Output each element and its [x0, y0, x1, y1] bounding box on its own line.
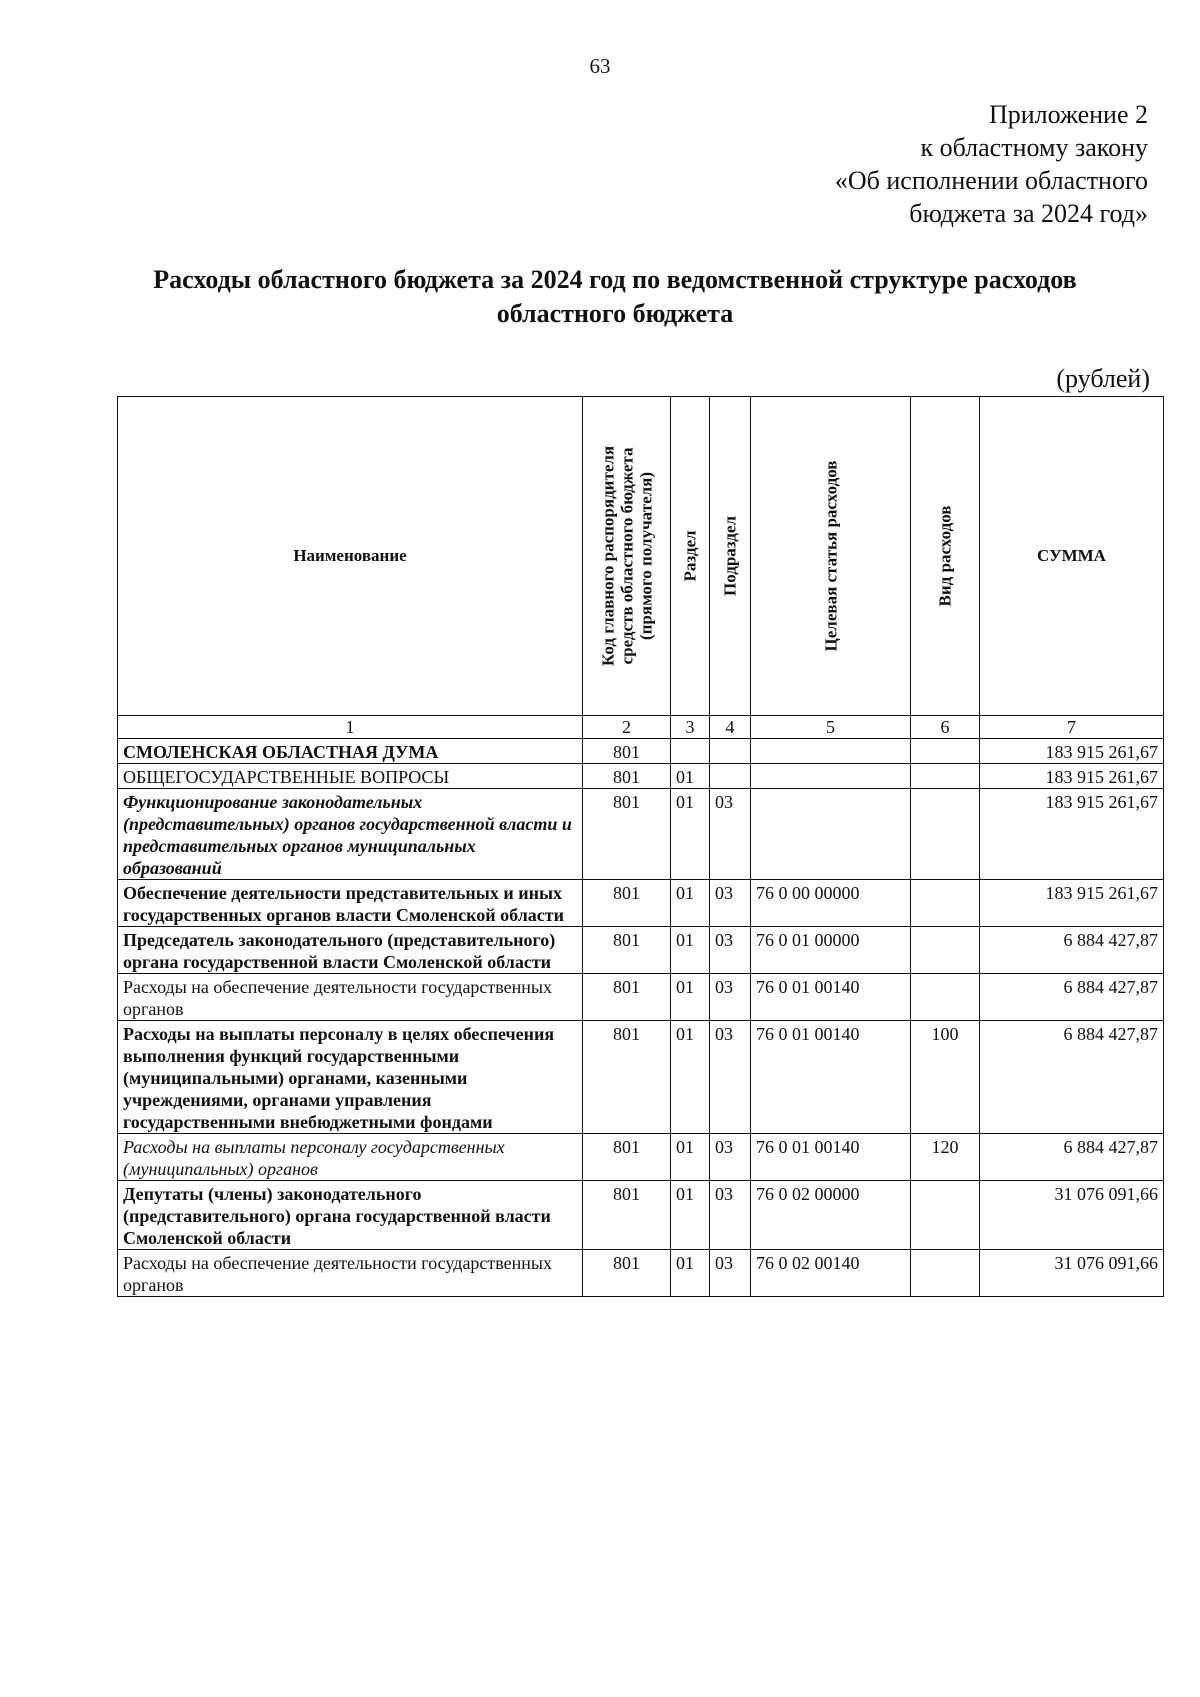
appendix-line: к областному закону	[920, 133, 1148, 162]
row-amount: 6 884 427,87	[980, 1134, 1164, 1181]
row-subsection: 03	[710, 1250, 751, 1297]
header-row	[118, 397, 1164, 716]
row-subsection: 03	[710, 880, 751, 927]
title-line: Расходы областного бюджета за 2024 год по ведомственной структуре расходов	[153, 265, 1077, 294]
row-type	[911, 927, 980, 974]
header-target	[751, 397, 911, 716]
header-amount	[980, 397, 1164, 716]
row-subsection: 03	[710, 1134, 751, 1181]
table-row	[118, 1250, 1164, 1297]
row-target: 76 0 02 00000	[751, 1181, 911, 1250]
table-row	[118, 880, 1164, 927]
header-section-label: Раздел	[680, 530, 700, 582]
row-name: Расходы на обеспечение деятельности государственных органов	[118, 1250, 583, 1297]
header-code-label	[598, 446, 655, 666]
column-number: 6	[911, 716, 980, 739]
row-type	[911, 1250, 980, 1297]
row-section	[671, 739, 710, 764]
row-section: 01	[671, 1134, 710, 1181]
table-row	[118, 764, 1164, 789]
header-subsection	[710, 397, 751, 716]
row-amount: 183 915 261,67	[980, 739, 1164, 764]
column-number-row	[118, 716, 1164, 739]
row-code: 801	[583, 880, 671, 927]
row-section: 01	[671, 764, 710, 789]
row-name: Расходы на выплаты персоналу государственных (муниципальных) органов	[118, 1134, 583, 1181]
row-code: 801	[583, 739, 671, 764]
appendix-line: Приложение 2	[988, 100, 1148, 129]
row-amount: 31 076 091,66	[980, 1181, 1164, 1250]
row-target: 76 0 02 00140	[751, 1250, 911, 1297]
row-code: 801	[583, 1021, 671, 1134]
header-amount-label: СУММА	[1037, 546, 1106, 565]
row-subsection: 03	[710, 789, 751, 880]
appendix-line: «Об исполнении областного	[834, 166, 1148, 195]
row-subsection	[710, 739, 751, 764]
row-amount: 183 915 261,67	[980, 764, 1164, 789]
appendix-line: бюджета за 2024 год»	[909, 199, 1148, 228]
column-number: 1	[118, 716, 583, 739]
row-subsection	[710, 764, 751, 789]
row-section: 01	[671, 1181, 710, 1250]
units-label: (рублей)	[1056, 364, 1150, 393]
row-target: 76 0 01 00140	[751, 1134, 911, 1181]
row-target: 76 0 00 00000	[751, 880, 911, 927]
row-amount: 6 884 427,87	[980, 927, 1164, 974]
table-row	[118, 1134, 1164, 1181]
row-type	[911, 789, 980, 880]
column-number: 7	[980, 716, 1164, 739]
row-target	[751, 789, 911, 880]
header-code-line: средств областного бюджета	[617, 447, 636, 665]
row-name: Расходы на обеспечение деятельности государственных органов	[118, 974, 583, 1021]
row-amount: 6 884 427,87	[980, 974, 1164, 1021]
row-subsection: 03	[710, 1181, 751, 1250]
row-name: Функционирование законодательных (представительных) органов государственной власти и представительных органов муниципальных образований	[118, 789, 583, 880]
budget-table	[117, 396, 1164, 1297]
row-type: 100	[911, 1021, 980, 1134]
column-number: 5	[751, 716, 911, 739]
header-code	[583, 397, 671, 716]
row-type	[911, 764, 980, 789]
row-code: 801	[583, 1134, 671, 1181]
row-amount: 183 915 261,67	[980, 880, 1164, 927]
column-number: 4	[710, 716, 751, 739]
row-code: 801	[583, 764, 671, 789]
row-section: 01	[671, 880, 710, 927]
row-name: Расходы на выплаты персоналу в целях обеспечения выполнения функций государственными (муниципальными) органами, казенными учреждениями, органами управления государственными внебюджетными фондами	[118, 1021, 583, 1134]
row-name: ОБЩЕГОСУДАРСТВЕННЫЕ ВОПРОСЫ	[118, 764, 583, 789]
row-target: 76 0 01 00000	[751, 927, 911, 974]
table-row	[118, 789, 1164, 880]
appendix-note	[728, 98, 1148, 230]
row-section: 01	[671, 927, 710, 974]
column-number: 3	[671, 716, 710, 739]
row-type	[911, 1181, 980, 1250]
row-code: 801	[583, 789, 671, 880]
header-code-line: Код главного распорядителя	[598, 445, 617, 667]
row-section: 01	[671, 789, 710, 880]
row-code: 801	[583, 927, 671, 974]
header-type	[911, 397, 980, 716]
header-subsection-label: Подраздел	[720, 516, 740, 596]
row-name: СМОЛЕНСКАЯ ОБЛАСТНАЯ ДУМА	[118, 739, 583, 764]
row-type	[911, 880, 980, 927]
table-row	[118, 739, 1164, 764]
title-line: областного бюджета	[496, 299, 734, 328]
header-section	[671, 397, 710, 716]
header-type-label: Вид расходов	[935, 505, 955, 607]
document-title	[80, 263, 1150, 331]
row-amount: 183 915 261,67	[980, 789, 1164, 880]
row-name: Обеспечение деятельности представительных и иных государственных органов власти Смоленской области	[118, 880, 583, 927]
row-target	[751, 764, 911, 789]
row-section: 01	[671, 1021, 710, 1134]
table-row	[118, 1021, 1164, 1134]
table-row	[118, 1181, 1164, 1250]
header-target-label: Целевая статья расходов	[821, 460, 840, 652]
header-name	[118, 397, 583, 716]
row-amount: 6 884 427,87	[980, 1021, 1164, 1134]
row-type: 120	[911, 1134, 980, 1181]
row-code: 801	[583, 1181, 671, 1250]
row-code: 801	[583, 974, 671, 1021]
row-name: Председатель законодательного (представительного) органа государственной власти Смоленской области	[118, 927, 583, 974]
table-row	[118, 974, 1164, 1021]
row-type	[911, 739, 980, 764]
row-target: 76 0 01 00140	[751, 1021, 911, 1134]
row-type	[911, 974, 980, 1021]
row-target: 76 0 01 00140	[751, 974, 911, 1021]
table-row	[118, 927, 1164, 974]
row-subsection: 03	[710, 1021, 751, 1134]
row-code: 801	[583, 1250, 671, 1297]
row-target	[751, 739, 911, 764]
row-section: 01	[671, 974, 710, 1021]
row-subsection: 03	[710, 974, 751, 1021]
column-number: 2	[583, 716, 671, 739]
row-section: 01	[671, 1250, 710, 1297]
row-subsection: 03	[710, 927, 751, 974]
row-amount: 31 076 091,66	[980, 1250, 1164, 1297]
header-name-label: Наименование	[293, 546, 407, 565]
row-name: Депутаты (члены) законодательного (представительного) органа государственной власти Смоленской области	[118, 1181, 583, 1250]
page-number: 63	[589, 54, 611, 78]
header-code-line: (прямого получателя)	[636, 471, 655, 641]
